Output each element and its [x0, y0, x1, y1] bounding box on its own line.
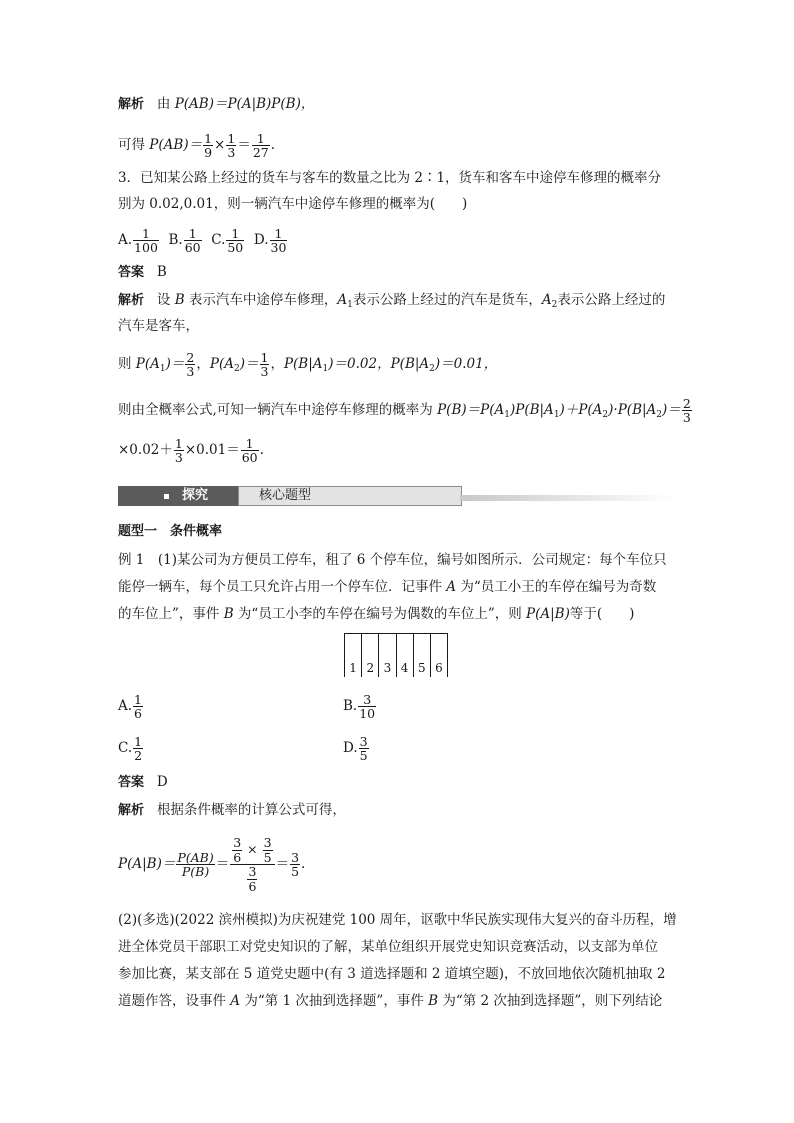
ex1-answer [118, 772, 168, 793]
parking-slot-number: 3 [383, 661, 392, 675]
ex1-2-line2: 进全体党员干部职工对党史知识的了解，某单位组织开展党史知识竞赛活动，以支部为单位 [118, 939, 658, 955]
q3-stem-line1: 3．已知某公路上经过的货车与客车的数量之比为 2∶1，货车和客车中途停车修理的概率分 [118, 170, 662, 186]
parking-slot [414, 634, 431, 677]
solution-label: 解析 [118, 803, 145, 818]
q3-total-probability: 则由全概率公式,可知一辆汽车中途停车修理的概率为 $P(B)=P(A_1)P(B|A_1)+P(A_2)\cdot P(B|A_2)=$ $\frac{2}{3}$ [118, 395, 691, 425]
q3-answer [118, 262, 167, 283]
ex1-option-c: C. $\frac{1}{2}$ [118, 733, 143, 763]
ex1-option-a: A. $\frac{1}{6}$ [118, 691, 142, 721]
ex1-2-line4: 道题作答，设事件 A 为“第 1 次抽到选择题”，事件 B 为“第 2 次抽到选择题”，则下列结论 [118, 993, 663, 1009]
q3-solution-line1: 解析 设 B 表示汽车中途停车修理，$A_1$表示公路上经过的汽车是货车，$A_2$表示公路上经过的 [118, 292, 666, 310]
parking-slot [397, 634, 414, 677]
parking-slot-number: 6 [435, 661, 443, 675]
q3-solution-line2: 汽车是客车， [118, 318, 199, 334]
ex1-solution: 解析 根据条件概率的计算公式可得， [118, 802, 346, 818]
section-tag: 探究 [182, 488, 209, 503]
fraction: $\frac{1}{27}$ [252, 130, 269, 160]
parking-slot-number: 4 [400, 661, 409, 675]
option-d: D. $\frac{1}{30}$ [253, 225, 287, 255]
answer-label: 答案 [118, 775, 145, 790]
square-bullet-icon [164, 494, 169, 499]
fraction: $\frac{1}{9}$ [204, 130, 213, 160]
type-heading: 题型一 条件概率 [118, 524, 223, 539]
option-a: A. $\frac{1}{100}$ [118, 225, 158, 255]
ex1-line2: 能停一辆车，每个员工只允许占用一个停车位．记事件 A 为“员工小王的车停在编号为奇数 [118, 579, 657, 595]
q3-probabilities: 则 $P(A_1)=$ $\frac{2}{3}$ ，$P(A_2)=$ $\frac{1}{3}$ ，$P(B|A_1)=0.02$，$P(B|A_2)=0.01$， [118, 349, 498, 379]
compound-fraction: $\frac{3}{6}$ × $\frac{3}{5}$ $\frac{3}{6}$ [230, 836, 274, 893]
parking-slot [362, 634, 379, 677]
fraction: $\frac{1}{3}$ [227, 130, 236, 160]
ex1-2-line1: (2)(多选)(2022 滨州模拟)为庆祝建党 100 周年，讴歌中华民族实现伟大复兴的奋斗历程，增 [118, 912, 677, 928]
ex1-option-d: D. $\frac{3}{5}$ [343, 733, 368, 763]
ex1-line1: 例 1 (1)某公司为方便员工停车，租了 6 个停车位，编号如图所示．公司规定：每个车位只 [118, 552, 667, 568]
ex1-option-b: B. $\frac{3}{10}$ [343, 691, 376, 721]
section-title: 核心题型 [259, 488, 312, 503]
q3-options [118, 222, 288, 258]
ex1-conditional-formula: P(A|B)＝ $\frac{P(AB)}{P(B)}$ ＝ $\frac{3}{6}$ × $\frac{3}{5}$ $\frac{3}{6}$ ＝ $\frac{3}{5}$ . [118, 835, 306, 894]
parking-slot [431, 634, 447, 677]
section-banner [118, 486, 677, 506]
q2-solution-line2: 可得 P(AB)＝ $\frac{1}{9}$ × $\frac{1}{3}$ ＝ $\frac{1}{27}$ . [118, 130, 276, 160]
parking-slot-number: 5 [417, 661, 426, 675]
answer-value: B [156, 264, 167, 280]
ex1-2-line3: 参加比赛，某支部在 5 道党史题中(有 3 道选择题和 2 道填空题)，不放回地依次随机抽取 2 [118, 966, 666, 982]
q3-total-calculation: ×0.02＋ $\frac{1}{3}$ ×0.01＝ $\frac{1}{60}$ . [118, 435, 264, 465]
q3-stem-line2: 别为 0.02,0.01，则一辆汽车中途停车修理的概率为( ) [118, 196, 468, 212]
answer-label: 答案 [118, 265, 145, 280]
option-c: C. $\frac{1}{50}$ [211, 225, 244, 255]
solution-label: 解析 [118, 293, 145, 308]
ex1-line3: 的车位上”，事件 B 为“员工小李的车停在编号为偶数的车位上”，则 P(A|B)等于( ) [118, 606, 635, 622]
parking-slot [345, 634, 362, 677]
parking-slot-number: 1 [349, 661, 357, 675]
solution-label: 解析 [118, 97, 145, 112]
parking-spaces-figure [344, 633, 448, 677]
answer-value: D [156, 774, 168, 790]
option-b: B. $\frac{1}{60}$ [168, 225, 201, 255]
parking-slot [379, 634, 396, 677]
parking-slot-number: 2 [366, 661, 375, 675]
q2-solution-line1: 解析 由 P(AB)＝P(A|B)P(B)， [118, 96, 315, 112]
